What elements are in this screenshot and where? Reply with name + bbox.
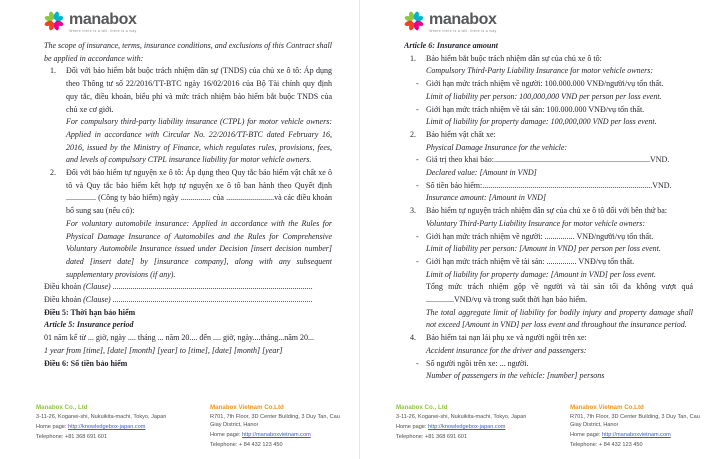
list-item: 3. Bảo hiểm tự nguyện trách nhiệm dân sự của chủ xe ô tô đối với bên thứ ba: [404,205,693,218]
homepage-label: Home page: [36,424,69,431]
list-marker: - [416,358,419,368]
logo-wordmark: manabox [69,11,137,28]
paragraph: 1 year from [time], [date] [month] [year] to [time], [date] [month] [year] [44,345,283,355]
list-marker: 1. [50,66,56,76]
footer-telephone-japan: Telephone: +81 368 691 601 [36,434,108,441]
list-item: - Giới hạn mức trách nhiệm về tài sản: ............... VNĐ/vụ tổn thất. [404,256,693,269]
page-footer [36,404,352,454]
logo-text [69,8,137,33]
homepage-link-japan[interactable]: http://knowledgebox-japan.com [68,424,146,431]
list-item: - Giới hạn mức trách nhiệm về người: ............... VNĐ/người/vụ tổn thất. [404,231,693,244]
list-item: 4. Bảo hiểm tai nạn lái phụ xe và người ngồi trên xe: [404,332,693,345]
footer-address-vietnam: R701, 7th Floor, 3D Center Building, 3 Duy Tan, Cau Giay District, Hanoi [570,414,700,428]
footer-homepage-japan [396,424,558,431]
footer-japan-office [36,404,198,444]
homepage-label: Home page: [210,431,243,438]
paragraph: Physical Damage Insurance for the vehicle: [426,142,568,152]
paragraph: Voluntary Third-Party Liability Insurance for motor vehicle owners: [426,218,646,228]
list-marker: 4. [410,333,416,343]
paragraph: Limit of liability per person: 100,000,000 VND per person per loss event. [426,91,662,101]
paragraph: Accident insurance for the driver and passengers: [426,345,587,355]
paragraph: Number of passengers in the vehicle: [number] persons [426,371,605,381]
paragraph: Tổng mức trách nhiệm gộp về người và tài sản tối đa không vượt quá ..............VNĐ/vụ và trong suốt thời hạn bảo hiểm. [426,282,693,305]
page-body [404,40,693,398]
footer-homepage-vietnam [210,432,350,439]
paragraph: Điều khoản (Clause) .................................................................................................... [44,282,313,292]
manabox-logo-icon [42,8,66,34]
paragraph: For voluntary automobile insurance: Applied in accordance with the Rules for Physical Damage Insurance of Automobiles and the Rules for Comprehensive Voluntary Automobile Insurance issued under Decision [insert decision number] dated [insert date] by [insurance company], along with any subsequent supplementary provisions (if any). [66,218,332,279]
paragraph: The scope of insurance, terms, insurance conditions, and exclusions of this Contract shall be applied in accordance with: [44,41,332,63]
manabox-logo [402,8,497,34]
list-item: - Giới hạn mức trách nhiệm về người: 100.000.000 VNĐ/người/vụ tổn thất. [404,78,693,91]
page-body [44,40,332,398]
homepage-label: Home page: [570,431,603,438]
paragraph: Limit of liability per person: [Amount in VND] per person per loss event. [426,244,661,254]
footer-vietnam-office [210,404,350,452]
footer-vietnam-office [570,404,710,452]
list-marker: - [416,231,419,241]
footer-company-name-vietnam: Manabox Vietnam Co.Ltd [570,404,644,411]
paragraph: 01 năm kể từ ... giờ, ngày .... tháng ... năm 20.... đến .... giờ, ngày....tháng...năm 20... [44,333,315,343]
logo-tagline: Where there is a will, there is a way [429,29,497,33]
list-item: - Giới hạn mức trách nhiệm về tài sản: 100.000.000 VNĐ/vụ tổn thất. [404,104,693,117]
list-item: - Số người ngồi trên xe: ... người. [404,358,693,371]
list-marker: 2. [50,168,56,178]
footer-company-name-japan: Manabox Co., Ltd [36,404,88,411]
paragraph: Điều 5: Thời hạn bảo hiểm [44,307,136,317]
list-item: 1. Bảo hiểm bắt buộc trách nhiệm dân sự của chủ xe ô tô: [404,53,693,66]
footer-company-name-vietnam: Manabox Vietnam Co.Ltd [210,404,284,411]
footer-company-name-japan: Manabox Co., Ltd [396,404,448,411]
list-item: 1. Đối với bảo hiểm bắt buộc trách nhiệm dân sự (TNDS) của chủ xe ô tô: Áp dụng theo Thông tư số 22/2016/TT-BTC ngày 16/02/2016 của Bộ Tài chính quy định quy tắc, điều khoản, biểu phí và mức trách nhiệm bảo hiểm bắt buộc TNDS của chủ xe cơ giới. [50,66,332,114]
manabox-logo-icon [402,8,426,34]
homepage-link-vietnam[interactable]: http://manaboxvietnam.com [242,431,311,438]
footer-homepage-vietnam [570,432,710,439]
manabox-logo [42,8,137,34]
paragraph: Limit of liability for property damage: 100,000,000 VND per loss event. [426,117,657,127]
paragraph: Điều 6: Số tiền bảo hiểm [44,358,128,368]
paragraph: Declared value: [Amount in VND] [426,168,537,178]
list-marker: - [416,180,419,190]
paragraph: Article 5: Insurance period [44,320,134,330]
paragraph: Limit of liability for property damage: [Amount in VND] per loss event. [426,269,656,279]
footer-address-vietnam: R701, 7th Floor, 3D Center Building, 3 Duy Tan, Cau Giay District, Hanoi [210,414,340,428]
footer-telephone-vietnam: Telephone: + 84 432 123 450 [570,441,643,448]
footer-telephone-vietnam: Telephone: + 84 432 123 450 [210,441,283,448]
footer-address-japan: 3-11-26, Koganei-shi, Nukuikita-machi, Tokyo, Japan [396,414,527,421]
list-item: - Số tiền bảo hiểm:.....................................................................................VND. [404,180,693,193]
paragraph: Điều khoản (Clause) .................................................................................................... [44,295,313,305]
list-item: 2. Đối với bảo hiểm tự nguyện xe ô tô: Áp dụng theo Quy tắc bảo hiểm vật chất xe ô tô và Quy tắc bảo hiểm kết hợp tự nguyện xe ô tô ban hành theo Quyết định ............... (Công ty bảo hiểm) ngày ............... của ........................và các điều khoản bổ sung sau (nếu có): [50,168,332,216]
homepage-link-japan[interactable]: http://knowledgebox-japan.com [428,424,506,431]
paragraph: Article 6: Insurance amount [404,41,499,50]
list-item: - Giá trị theo khai báo:..............................................................................VND. [404,154,693,167]
footer-homepage-japan [36,424,198,431]
footer-japan-office [396,404,558,444]
paragraph: The total aggregate limit of liability for bodily injury and property damage shall not exceed [Amount in VND] per loss event and throughout the insurance period. [426,307,693,330]
list-marker: 1. [410,53,416,63]
list-marker: - [416,256,419,266]
list-marker: 3. [410,206,416,216]
document-page-2 [360,0,720,459]
homepage-link-vietnam[interactable]: http://manaboxvietnam.com [602,431,671,438]
logo-text [429,8,497,33]
logo-tagline: Where there is a will, there is a way [69,29,137,33]
list-marker: - [416,155,419,165]
list-marker: 2. [410,129,416,139]
homepage-label: Home page: [396,424,429,431]
paragraph: Compulsory Third-Party Liability Insurance for motor vehicle owners: [426,66,654,76]
list-marker: - [416,104,419,114]
list-item: 2. Bảo hiểm vật chất xe: [404,129,693,142]
footer-telephone-japan: Telephone: +81 368 691 601 [396,434,468,441]
paragraph: Insurance amount: [Amount in VND] [426,193,546,203]
paragraph: For compulsory third-party liability insurance (CTPL) for motor vehicle owners: Applied in accordance with Circular No. 22/2016/TT-BTC dated February 16, 2016, issued by the Ministry of Finance, which regulates rules, provisions, fees, and levels of compulsory CTPL insurance liability for motor vehicle owners. [66,117,332,165]
logo-wordmark: manabox [429,11,497,28]
footer-address-japan: 3-11-26, Koganei-shi, Nukuikita-machi, Tokyo, Japan [36,414,167,421]
page-footer [396,404,712,454]
list-marker: - [416,79,419,89]
